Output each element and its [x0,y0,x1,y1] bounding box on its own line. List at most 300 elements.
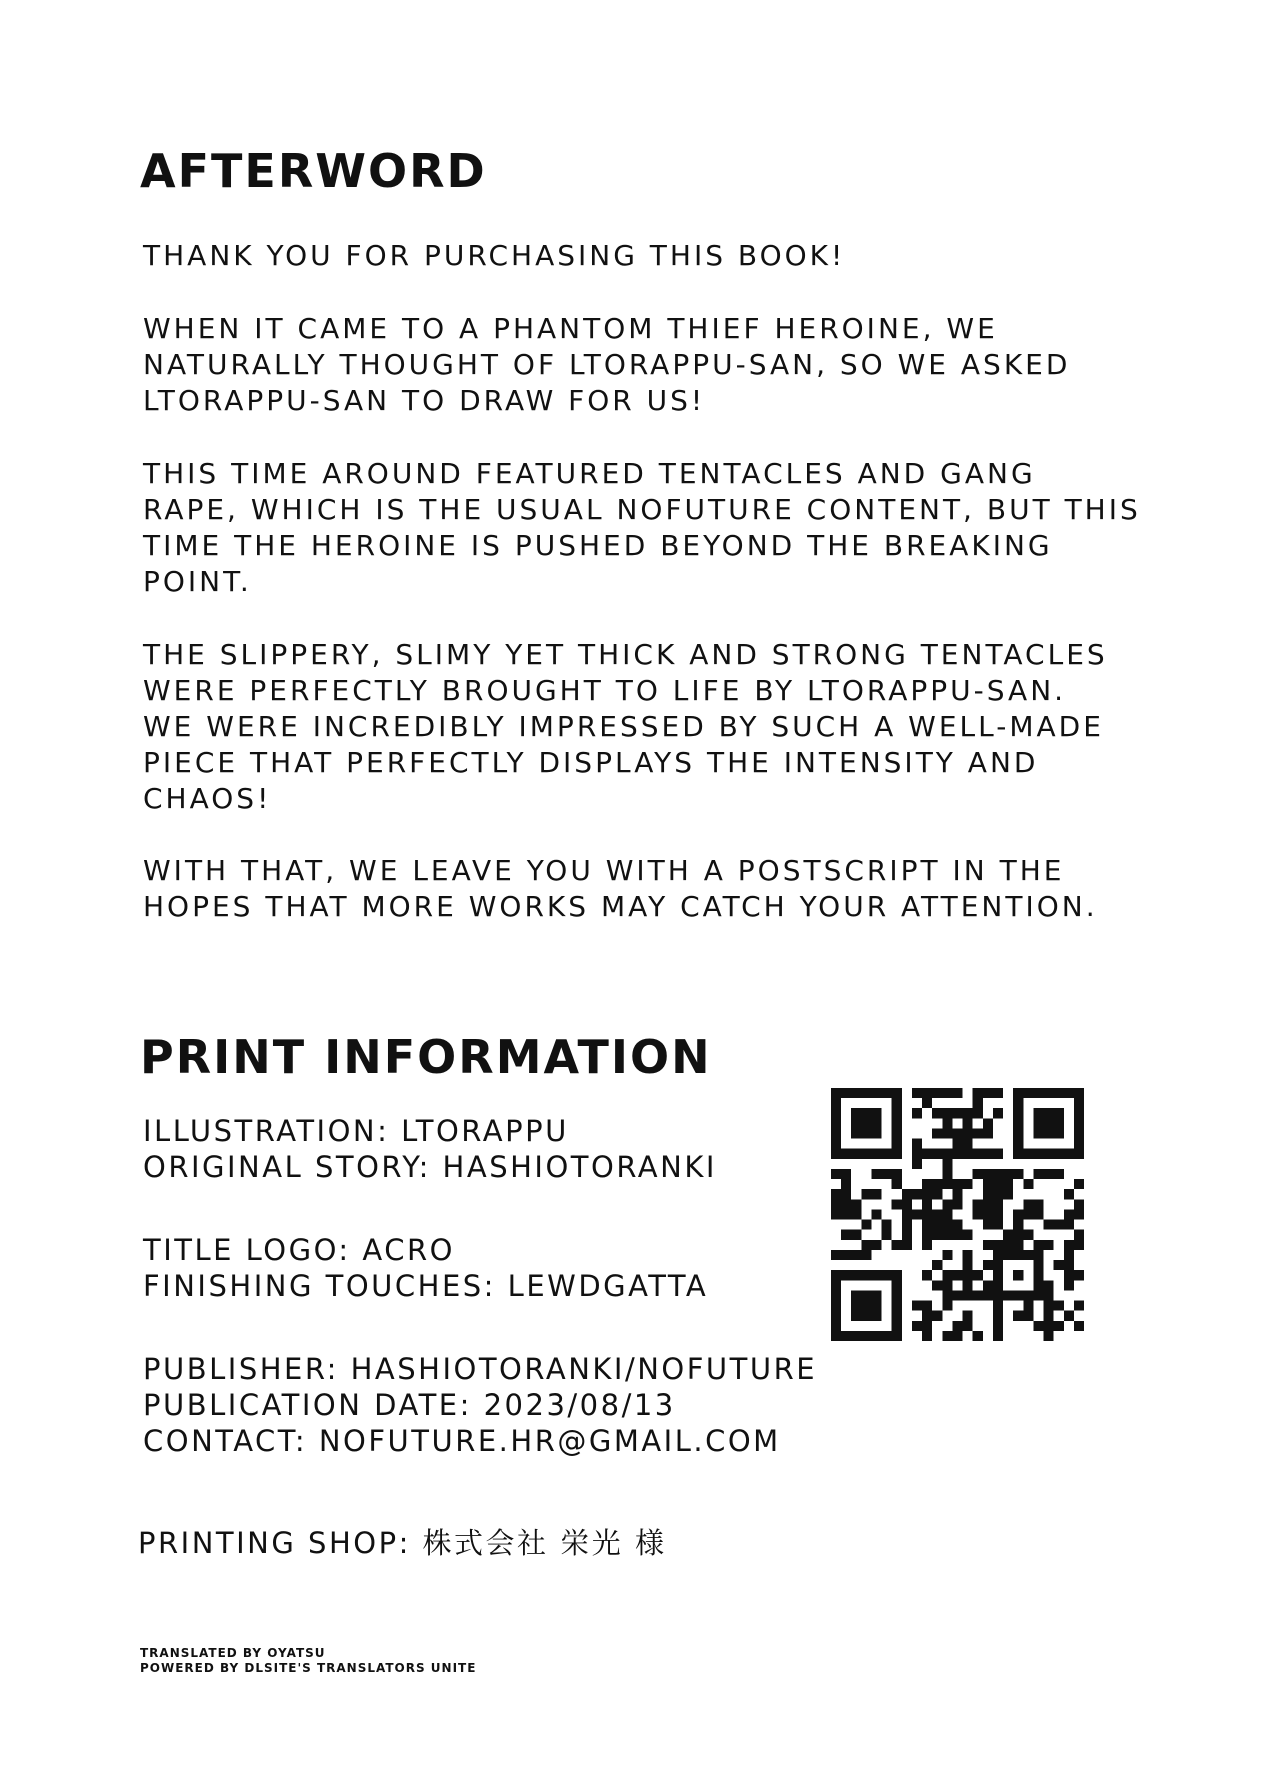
qr-module [892,1088,902,1098]
qr-module [1074,1149,1084,1159]
text-line: LTORAPPU-SAN TO DRAW FOR US! [143,384,706,417]
qr-module [1013,1098,1023,1108]
qr-module [1033,1149,1043,1159]
qr-module [871,1311,881,1321]
qr-module [861,1118,871,1128]
text-line: WE WERE INCREDIBLY IMPRESSED BY SUCH A WELL-MADE [143,710,1104,743]
qr-module [861,1311,871,1321]
qr-module [952,1179,962,1189]
qr-module [831,1108,841,1118]
print-info-group-1 [143,1113,717,1185]
qr-module [851,1270,861,1280]
qr-module [973,1290,983,1300]
qr-module [1064,1270,1074,1280]
qr-module [1064,1240,1074,1250]
qr-module [983,1290,993,1300]
qr-module [932,1189,942,1199]
qr-module [1074,1301,1084,1311]
qr-module [1033,1209,1043,1219]
qr-module [1033,1108,1043,1118]
qr-module [841,1088,851,1098]
qr-module [952,1088,962,1098]
original-story-credit: ORIGINAL STORY: HASHIOTORANKI [143,1150,717,1184]
qr-module [952,1290,962,1300]
qr-module [1013,1230,1023,1240]
qr-module [922,1270,932,1280]
qr-module [1003,1250,1013,1260]
qr-module [892,1169,902,1179]
qr-module [952,1149,962,1159]
qr-module [993,1220,1003,1230]
qr-module [892,1301,902,1311]
text-line: NATURALLY THOUGHT OF LTORAPPU-SAN, SO WE ASKED [143,348,1071,381]
qr-module [912,1301,922,1311]
qr-module [1003,1189,1013,1199]
qr-module [831,1331,841,1341]
qr-module [963,1128,973,1138]
qr-module [983,1240,993,1250]
qr-module [963,1311,973,1321]
qr-module [922,1240,932,1250]
publication-date: PUBLICATION DATE: 2023/08/13 [143,1388,676,1422]
qr-module [922,1199,932,1209]
qr-module [841,1199,851,1209]
qr-module [973,1331,983,1341]
qr-module [892,1331,902,1341]
qr-module [1013,1311,1023,1321]
qr-module [1064,1209,1074,1219]
qr-module [1013,1240,1023,1250]
qr-module [973,1169,983,1179]
qr-module [892,1139,902,1149]
qr-module [871,1209,881,1219]
qr-module [963,1321,973,1331]
qr-module [983,1179,993,1189]
qr-module [871,1088,881,1098]
qr-module [1074,1321,1084,1331]
qr-module [1013,1270,1023,1280]
qr-module [1044,1169,1054,1179]
qr-module [952,1139,962,1149]
qr-module [932,1280,942,1290]
qr-module [902,1189,912,1199]
qr-module [1044,1280,1054,1290]
qr-module [1044,1220,1054,1230]
qr-module [952,1230,962,1240]
illustration-credit: ILLUSTRATION: LTORAPPU [143,1114,569,1148]
qr-module [932,1179,942,1189]
qr-module [1033,1250,1043,1260]
qr-module [892,1128,902,1138]
qr-module [1074,1108,1084,1118]
qr-module [861,1149,871,1159]
qr-module [993,1301,1003,1311]
title-logo-credit: TITLE LOGO: ACRO [143,1233,455,1267]
qr-module [1033,1280,1043,1290]
qr-module [932,1128,942,1138]
text-line: THIS TIME AROUND FEATURED TENTACLES AND GANG [143,457,1036,490]
qr-module [1054,1128,1064,1138]
text-line: THE SLIPPERY, SLIMY YET THICK AND STRONG TENTACLES [143,638,1108,671]
qr-module [851,1301,861,1311]
qr-module [892,1199,902,1209]
qr-module [1023,1199,1033,1209]
qr-module [1013,1139,1023,1149]
qr-module [912,1321,922,1331]
qr-module [831,1169,841,1179]
qr-module [963,1139,973,1149]
qr-module [942,1149,952,1159]
qr-module [1054,1260,1064,1270]
qr-module [892,1311,902,1321]
qr-module [993,1260,1003,1270]
qr-module [1044,1331,1054,1341]
qr-module [871,1240,881,1250]
qr-module [861,1290,871,1300]
qr-module [871,1331,881,1341]
qr-module [983,1088,993,1098]
qr-module [902,1220,912,1230]
qr-module [1044,1128,1054,1138]
qr-module [892,1098,902,1108]
qr-module [932,1260,942,1270]
qr-module [912,1159,922,1169]
qr-module [1013,1250,1023,1260]
translated-by: TRANSLATED BY OYATSU [140,1646,326,1660]
qr-module [1023,1301,1033,1311]
qr-module [831,1270,841,1280]
qr-module [993,1179,1003,1189]
qr-module [922,1098,932,1108]
qr-module [983,1220,993,1230]
qr-module [831,1321,841,1331]
print-info-group-3 [143,1351,817,1459]
powered-by: POWERED BY DLSITE'S TRANSLATORS UNITE [140,1661,477,1675]
qr-module [871,1128,881,1138]
qr-module [983,1189,993,1199]
qr-module [922,1149,932,1159]
print-info-group-2 [143,1232,708,1304]
qr-module [983,1280,993,1290]
qr-module [1023,1209,1033,1219]
qr-module [942,1088,952,1098]
qr-module [1033,1169,1043,1179]
qr-module [1033,1321,1043,1331]
qr-module [861,1189,871,1199]
qr-module [1054,1220,1064,1230]
qr-module [973,1209,983,1219]
qr-module [1003,1230,1013,1240]
qr-module [983,1169,993,1179]
qr-module [892,1280,902,1290]
qr-module [963,1280,973,1290]
qr-module [831,1280,841,1290]
text-line: PIECE THAT PERFECTLY DISPLAYS THE INTENSITY AND [143,746,1039,779]
qr-module [1044,1149,1054,1159]
qr-module [851,1108,861,1118]
qr-module [1044,1311,1054,1321]
qr-module [1064,1220,1074,1230]
qr-module [851,1149,861,1159]
qr-module [932,1088,942,1098]
qr-module [841,1189,851,1199]
qr-module [882,1149,892,1159]
qr-module [942,1270,952,1280]
qr-module [1054,1169,1064,1179]
qr-module [963,1250,973,1260]
qr-module [932,1311,942,1321]
qr-module [922,1230,932,1240]
qr-module [952,1321,962,1331]
qr-module [882,1230,892,1240]
qr-module [882,1169,892,1179]
qr-module [831,1149,841,1159]
qr-module [942,1331,952,1341]
contact-email: CONTACT: NOFUTURE.HR@GMAIL.COM [143,1424,781,1458]
qr-module [831,1118,841,1128]
qr-module [1023,1311,1033,1321]
qr-module [1013,1290,1023,1300]
qr-module [831,1098,841,1108]
qr-module [851,1088,861,1098]
qr-module [1074,1240,1084,1250]
qr-module [1044,1118,1054,1128]
afterword-paragraph-5 [143,853,1203,925]
qr-module [973,1098,983,1108]
qr-module [892,1179,902,1189]
qr-module [993,1311,1003,1321]
qr-module [922,1321,932,1331]
qr-module [831,1301,841,1311]
qr-module [942,1209,952,1219]
qr-module [841,1209,851,1219]
afterword-paragraph-1 [143,238,1203,274]
qr-module [1064,1311,1074,1321]
qr-module [1074,1098,1084,1108]
qr-module [1054,1301,1064,1311]
qr-module [902,1230,912,1240]
qr-module [993,1331,1003,1341]
qr-module [942,1128,952,1138]
qr-module [871,1301,881,1311]
qr-module [841,1270,851,1280]
qr-module [963,1149,973,1159]
qr-module [831,1088,841,1098]
qr-module [882,1270,892,1280]
afterword-paragraph-2 [143,311,1203,419]
qr-module [1044,1321,1054,1331]
qr-module [952,1220,962,1230]
qr-module [973,1108,983,1118]
finishing-touches-credit: FINISHING TOUCHES: LEWDGATTA [143,1269,709,1303]
qr-module [841,1250,851,1260]
qr-module [1054,1118,1064,1128]
qr-module [983,1199,993,1209]
qr-module [1074,1088,1084,1098]
qr-module [1074,1230,1084,1240]
qr-module [993,1240,1003,1250]
qr-module [1044,1088,1054,1098]
qr-module [861,1301,871,1311]
qr-module [993,1280,1003,1290]
qr-module [831,1199,841,1209]
qr-module [922,1220,932,1230]
qr-module [892,1270,902,1280]
qr-module [831,1250,841,1260]
text-line: WITH THAT, WE LEAVE YOU WITH A POSTSCRIPT IN THE [143,854,1065,887]
qr-module [861,1240,871,1250]
qr-module [892,1149,902,1159]
qr-module [1064,1260,1074,1270]
qr-module [912,1108,922,1118]
qr-module [942,1280,952,1290]
qr-module [861,1270,871,1280]
qr-module [993,1149,1003,1159]
qr-module [912,1149,922,1159]
qr-module [1044,1108,1054,1118]
qr-module [1013,1169,1023,1179]
qr-module [841,1149,851,1159]
qr-module [993,1169,1003,1179]
qr-module [1074,1139,1084,1149]
qr-module [993,1321,1003,1331]
qr-module [932,1230,942,1240]
qr-module [831,1209,841,1219]
qr-module [1044,1240,1054,1250]
qr-module [973,1128,983,1138]
qr-module [922,1209,932,1219]
qr-module [1023,1230,1033,1240]
qr-module [1013,1128,1023,1138]
qr-module [922,1331,932,1341]
qr-module [993,1108,1003,1118]
qr-module [942,1199,952,1209]
qr-module [871,1149,881,1159]
text-line: WHEN IT CAME TO A PHANTOM THIEF HEROINE, WE [143,312,998,345]
qr-module [973,1199,983,1209]
qr-code-icon [831,1088,1084,1341]
qr-module [1013,1118,1023,1128]
qr-module [993,1290,1003,1300]
qr-module [963,1260,973,1270]
qr-module [1023,1290,1033,1300]
qr-module [1044,1290,1054,1300]
qr-module [1003,1169,1013,1179]
qr-module [963,1230,973,1240]
qr-module [1064,1149,1074,1159]
qr-module [902,1199,912,1209]
publisher: PUBLISHER: HASHIOTORANKI/NOFUTURE [143,1352,818,1386]
qr-module [1013,1209,1023,1219]
qr-module [942,1250,952,1260]
qr-module [973,1088,983,1098]
qr-module [892,1240,902,1250]
qr-module [841,1169,851,1179]
qr-module [1074,1179,1084,1189]
qr-module [983,1128,993,1138]
qr-module [1033,1128,1043,1138]
qr-module [963,1270,973,1280]
qr-module [851,1311,861,1321]
qr-module [922,1311,932,1321]
qr-module [963,1118,973,1128]
qr-module [983,1209,993,1219]
qr-module [952,1270,962,1280]
qr-module [1033,1199,1043,1209]
qr-module [1054,1149,1064,1159]
qr-module [973,1270,983,1280]
qr-module [851,1199,861,1209]
qr-module [1064,1088,1074,1098]
qr-module [1064,1250,1074,1260]
qr-module [1074,1270,1084,1280]
qr-module [983,1260,993,1270]
qr-module [1054,1088,1064,1098]
qr-module [851,1128,861,1138]
qr-module [1023,1250,1033,1260]
qr-module [902,1209,912,1219]
qr-module [922,1088,932,1098]
text-line: HOPES THAT MORE WORKS MAY CATCH YOUR ATTENTION. [143,890,1098,923]
qr-module [932,1149,942,1159]
qr-module [1074,1209,1084,1219]
qr-module [993,1189,1003,1199]
text-line: RAPE, WHICH IS THE USUAL NOFUTURE CONTENT, BUT THIS [143,493,1141,526]
qr-module [851,1290,861,1300]
qr-module [892,1108,902,1118]
qr-module [932,1220,942,1230]
qr-module [922,1301,932,1311]
qr-module [973,1149,983,1159]
text-line: TIME THE HEROINE IS PUSHED BEYOND THE BREAKING [143,529,1053,562]
qr-module [851,1250,861,1260]
qr-module [942,1118,952,1128]
text-line: WERE PERFECTLY BROUGHT TO LIFE BY LTORAPPU-SAN. [143,674,1067,707]
printing-shop: PRINTING SHOP: 株式会社 栄光 様 [138,1526,667,1560]
qr-module [1033,1240,1043,1250]
qr-module [882,1088,892,1098]
qr-module [892,1118,902,1128]
qr-module [851,1331,861,1341]
qr-module [942,1290,952,1300]
qr-module [963,1290,973,1300]
qr-module [912,1139,922,1149]
qr-module [1023,1179,1033,1189]
qr-module [1013,1108,1023,1118]
qr-module [922,1179,932,1189]
qr-module [882,1331,892,1341]
qr-module [831,1128,841,1138]
qr-module [831,1139,841,1149]
qr-module [851,1230,861,1240]
qr-module [1013,1149,1023,1159]
qr-module [831,1189,841,1199]
qr-module [942,1230,952,1240]
qr-module [841,1331,851,1341]
qr-module [942,1169,952,1179]
qr-module [1023,1149,1033,1159]
qr-module [963,1179,973,1189]
qr-module [1054,1108,1064,1118]
qr-module [1074,1118,1084,1128]
qr-module [942,1159,952,1169]
qr-module [942,1179,952,1189]
qr-module [831,1311,841,1321]
qr-module [952,1128,962,1138]
afterword-title: AFTERWORD [140,144,487,198]
qr-module [952,1108,962,1118]
afterword-paragraph-4 [143,637,1203,817]
